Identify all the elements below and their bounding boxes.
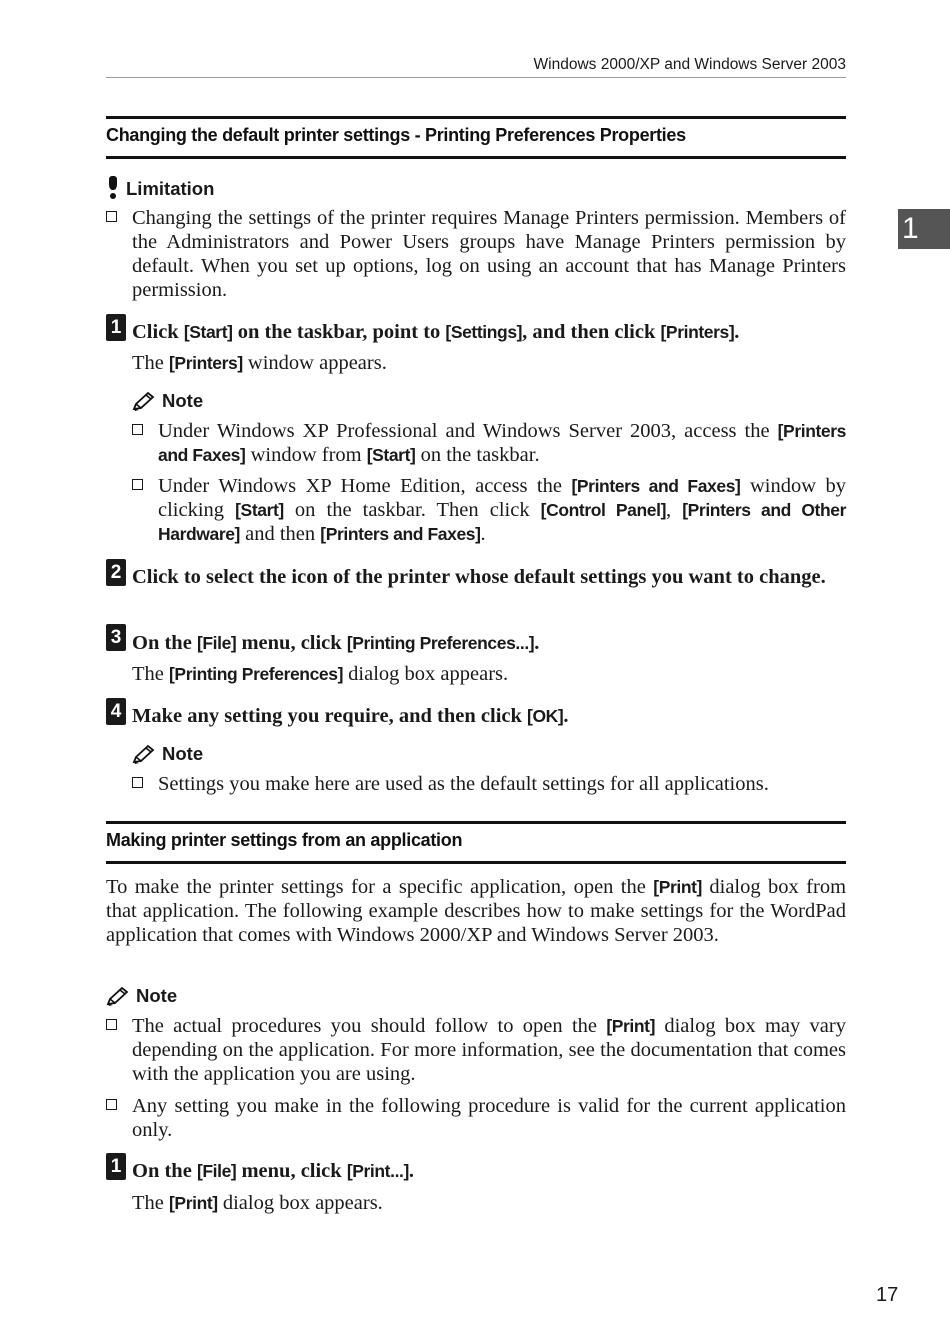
chapter-tab: 1 — [898, 209, 950, 249]
note-item: Under Windows XP Professional and Windows Server 2003, access the [Printers and Faxes] window from [Start] on the taskbar. — [158, 419, 846, 467]
checkbox-bullet-icon — [106, 1019, 117, 1030]
step-4-instruction: Make any setting you require, and then click [OK]. — [132, 705, 569, 727]
step-1-instruction: Click [Start] on the taskbar, point to [Settings], and then click [Printers]. — [132, 321, 740, 343]
section-rule-bottom — [106, 861, 846, 864]
pencil-note-icon — [132, 392, 156, 412]
section-title: Changing the default printer settings - Printing Preferences Properties — [106, 125, 686, 145]
note-item: Settings you make here are used as the default settings for all applications. — [158, 772, 846, 796]
step-1-instruction: On the [File] menu, click [Print...]. — [132, 1160, 415, 1182]
step-1-result: The [Print] dialog box appears. — [132, 1192, 383, 1214]
note-heading — [132, 390, 203, 412]
section-rule-top — [106, 116, 846, 119]
note-item: Any setting you make in the following procedure is valid for the current application only. — [132, 1094, 846, 1142]
checkbox-bullet-icon — [132, 479, 143, 490]
limitation-heading — [106, 176, 214, 200]
section-title: Making printer settings from an application — [106, 830, 463, 850]
note-label: Note — [162, 743, 204, 764]
checkbox-bullet-icon — [132, 777, 143, 788]
limitation-icon — [106, 176, 120, 200]
step-number-3: 3 — [106, 624, 126, 651]
step-1-result: The [Printers] window appears. — [132, 352, 387, 374]
note-heading — [106, 985, 177, 1007]
note-label: Note — [136, 985, 178, 1006]
limitation-label: Limitation — [126, 178, 215, 199]
step-2-instruction: Click to select the icon of the printer whose default settings you want to change. — [132, 566, 826, 588]
step-3-instruction: On the [File] menu, click [Printing Preferences...]. — [132, 632, 540, 654]
pencil-note-icon — [106, 987, 130, 1007]
step-number-1: 1 — [106, 1153, 126, 1180]
page-number: 17 — [876, 1284, 899, 1306]
running-header: Windows 2000/XP and Windows Server 2003 — [533, 56, 846, 73]
note-heading — [132, 743, 203, 765]
limitation-text: Changing the settings of the printer requires Manage Printers permission. Members of the Administrators and Power Users groups have Manage Printers permission by default. When you set up options, log on using an account that has Manage Printers permission. — [132, 207, 846, 301]
step-number-2: 2 — [106, 559, 126, 586]
checkbox-bullet-icon — [106, 1099, 117, 1110]
note-label: Note — [162, 390, 204, 411]
section-rule-bottom — [106, 156, 846, 159]
checkbox-bullet-icon — [106, 211, 117, 222]
header-rule — [106, 77, 846, 78]
checkbox-bullet-icon — [132, 424, 143, 435]
section-rule-top — [106, 821, 846, 824]
limitation-item — [132, 206, 846, 302]
step-3-result: The [Printing Preferences] dialog box appears. — [132, 663, 509, 685]
pencil-note-icon — [132, 745, 156, 765]
note-item: The actual procedures you should follow to open the [Print] dialog box may vary depending on the application. For more information, see the documentation that comes with the application you are using. — [132, 1014, 846, 1086]
step-number-1: 1 — [106, 314, 126, 341]
note-item: Under Windows XP Home Edition, access the [Printers and Faxes] window by clicking [Start] on the taskbar. Then click [Control Panel], [Printers and Other Hardware] and then [Printers and Faxes]. — [158, 474, 846, 546]
section-2-intro: To make the printer settings for a specific application, open the [Print] dialog box from that application. The following example describes how to make settings for the WordPad application that comes with Windows 2000/XP and Windows Server 2003. — [106, 876, 847, 946]
step-number-4: 4 — [106, 698, 126, 725]
